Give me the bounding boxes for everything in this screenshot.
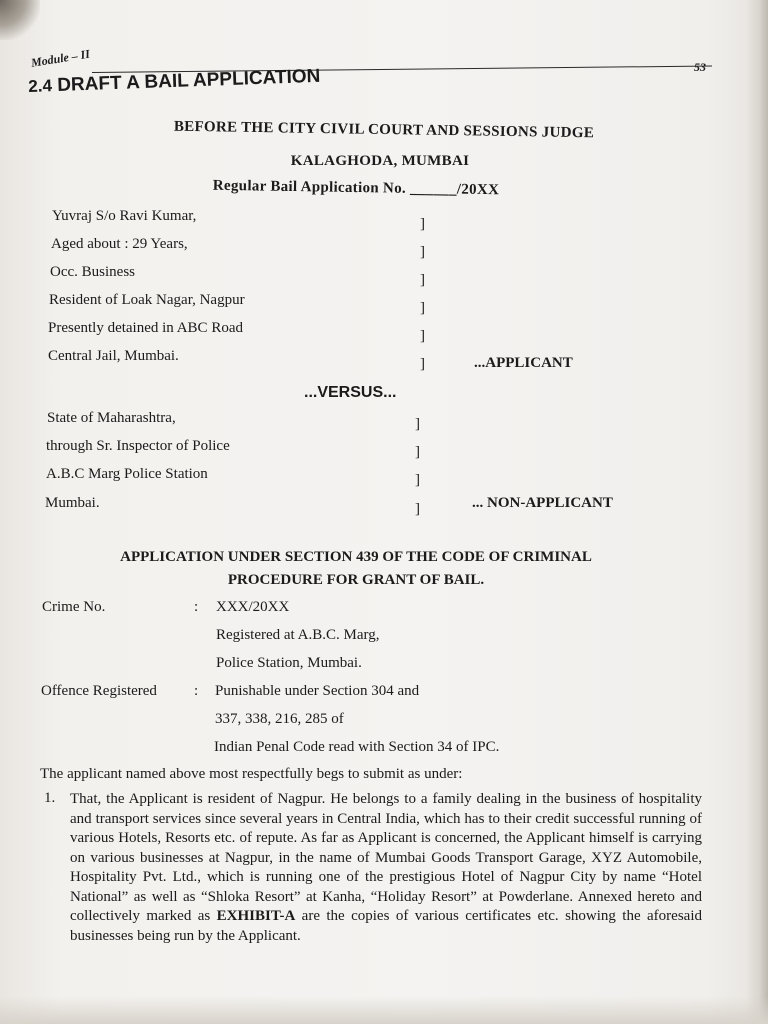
application-heading-line2: PROCEDURE FOR GRANT OF BAIL.	[227, 572, 485, 588]
section-title	[28, 66, 321, 98]
bracket: ]	[415, 472, 420, 488]
crime-number-colon: :	[194, 599, 199, 615]
section-number: 2.4	[28, 76, 53, 96]
module-label: Module – II	[30, 46, 91, 70]
applicant-line: Occ. Business	[50, 264, 135, 280]
offence-line: Punishable under Section 304 and	[215, 683, 420, 699]
applicant-line: Yuvraj S/o Ravi Kumar,	[52, 208, 197, 224]
bracket: ]	[415, 444, 420, 460]
offence-line: 337, 338, 216, 285 of	[215, 711, 344, 727]
bracket: ]	[420, 356, 425, 372]
application-heading-line1: APPLICATION UNDER SECTION 439 OF THE CODE OF CRIMINAL	[120, 549, 592, 565]
offence-label: Offence Registered	[41, 683, 157, 699]
bracket: ]	[420, 244, 425, 260]
crime-number-value: XXX/20XX	[216, 599, 290, 615]
non-applicant-line: through Sr. Inspector of Police	[46, 438, 230, 454]
page-corner-shadow	[0, 0, 40, 40]
offence-colon: :	[194, 683, 199, 699]
non-applicant-role: ... NON-APPLICANT	[472, 495, 613, 511]
bracket: ]	[415, 501, 420, 517]
court-name: BEFORE THE CITY CIVIL COURT AND SESSIONS JUDGE	[173, 118, 595, 142]
paragraph-1	[70, 790, 702, 946]
paragraph-number: 1.	[44, 790, 56, 806]
bracket: ]	[420, 328, 425, 344]
non-applicant-line: State of Maharashtra,	[47, 410, 176, 426]
paragraph-1-text-end: are the copies of various certificates etc. showing the aforesaid businesses being run by the Applicant.	[70, 908, 702, 944]
court-location: KALAGHODA, MUMBAI	[290, 153, 470, 169]
crime-police-station: Police Station, Mumbai.	[216, 655, 362, 671]
applicant-line: Aged about : 29 Years,	[51, 236, 188, 252]
bracket: ]	[420, 216, 425, 232]
bracket: ]	[420, 300, 425, 316]
intro-text: The applicant named above most respectfully begs to submit as under:	[40, 766, 463, 782]
bracket: ]	[420, 272, 425, 288]
paragraph-1-text: That, the Applicant is resident of Nagpur. He belongs to a family dealing in the business of hospitality and transport services since several years in Central India, which has to their credit successful running of various Hotels, Resorts etc. of repute. As far as Applicant is concerned, the Applicant himself is carrying on various businesses at Nagpur, in the name of Mumbai Goods Transport Garage, XYZ Automobile, Hospitality Pvt. Ltd., which is running one of the prestigious Hotel of Nagpur City by name “Hotel National” as well as “Shloka Resort” at Kanha, “Holiday Resort” at Powderlane. Annexed hereto and collectively marked as	[70, 791, 702, 924]
bracket: ]	[415, 416, 420, 432]
applicant-line: Resident of Loak Nagar, Nagpur	[49, 292, 245, 308]
applicant-line: Presently detained in ABC Road	[48, 320, 243, 336]
page-number: 53	[694, 60, 706, 74]
versus-label: ...VERSUS...	[304, 384, 397, 401]
page-bottom-edge	[0, 996, 768, 1024]
applicant-role: ...APPLICANT	[474, 355, 573, 371]
offence-line: Indian Penal Code read with Section 34 of IPC.	[214, 739, 500, 755]
crime-registration: Registered at A.B.C. Marg,	[216, 627, 380, 643]
exhibit-label: EXHIBIT-A	[216, 908, 296, 924]
non-applicant-line: A.B.C Marg Police Station	[46, 466, 208, 482]
crime-number-label: Crime No.	[42, 599, 106, 615]
application-number: Regular Bail Application No. ______/20XX	[212, 177, 500, 199]
applicant-line: Central Jail, Mumbai.	[48, 348, 179, 364]
section-title-text: DRAFT A BAIL APPLICATION	[56, 65, 321, 96]
non-applicant-line: Mumbai.	[45, 495, 100, 511]
